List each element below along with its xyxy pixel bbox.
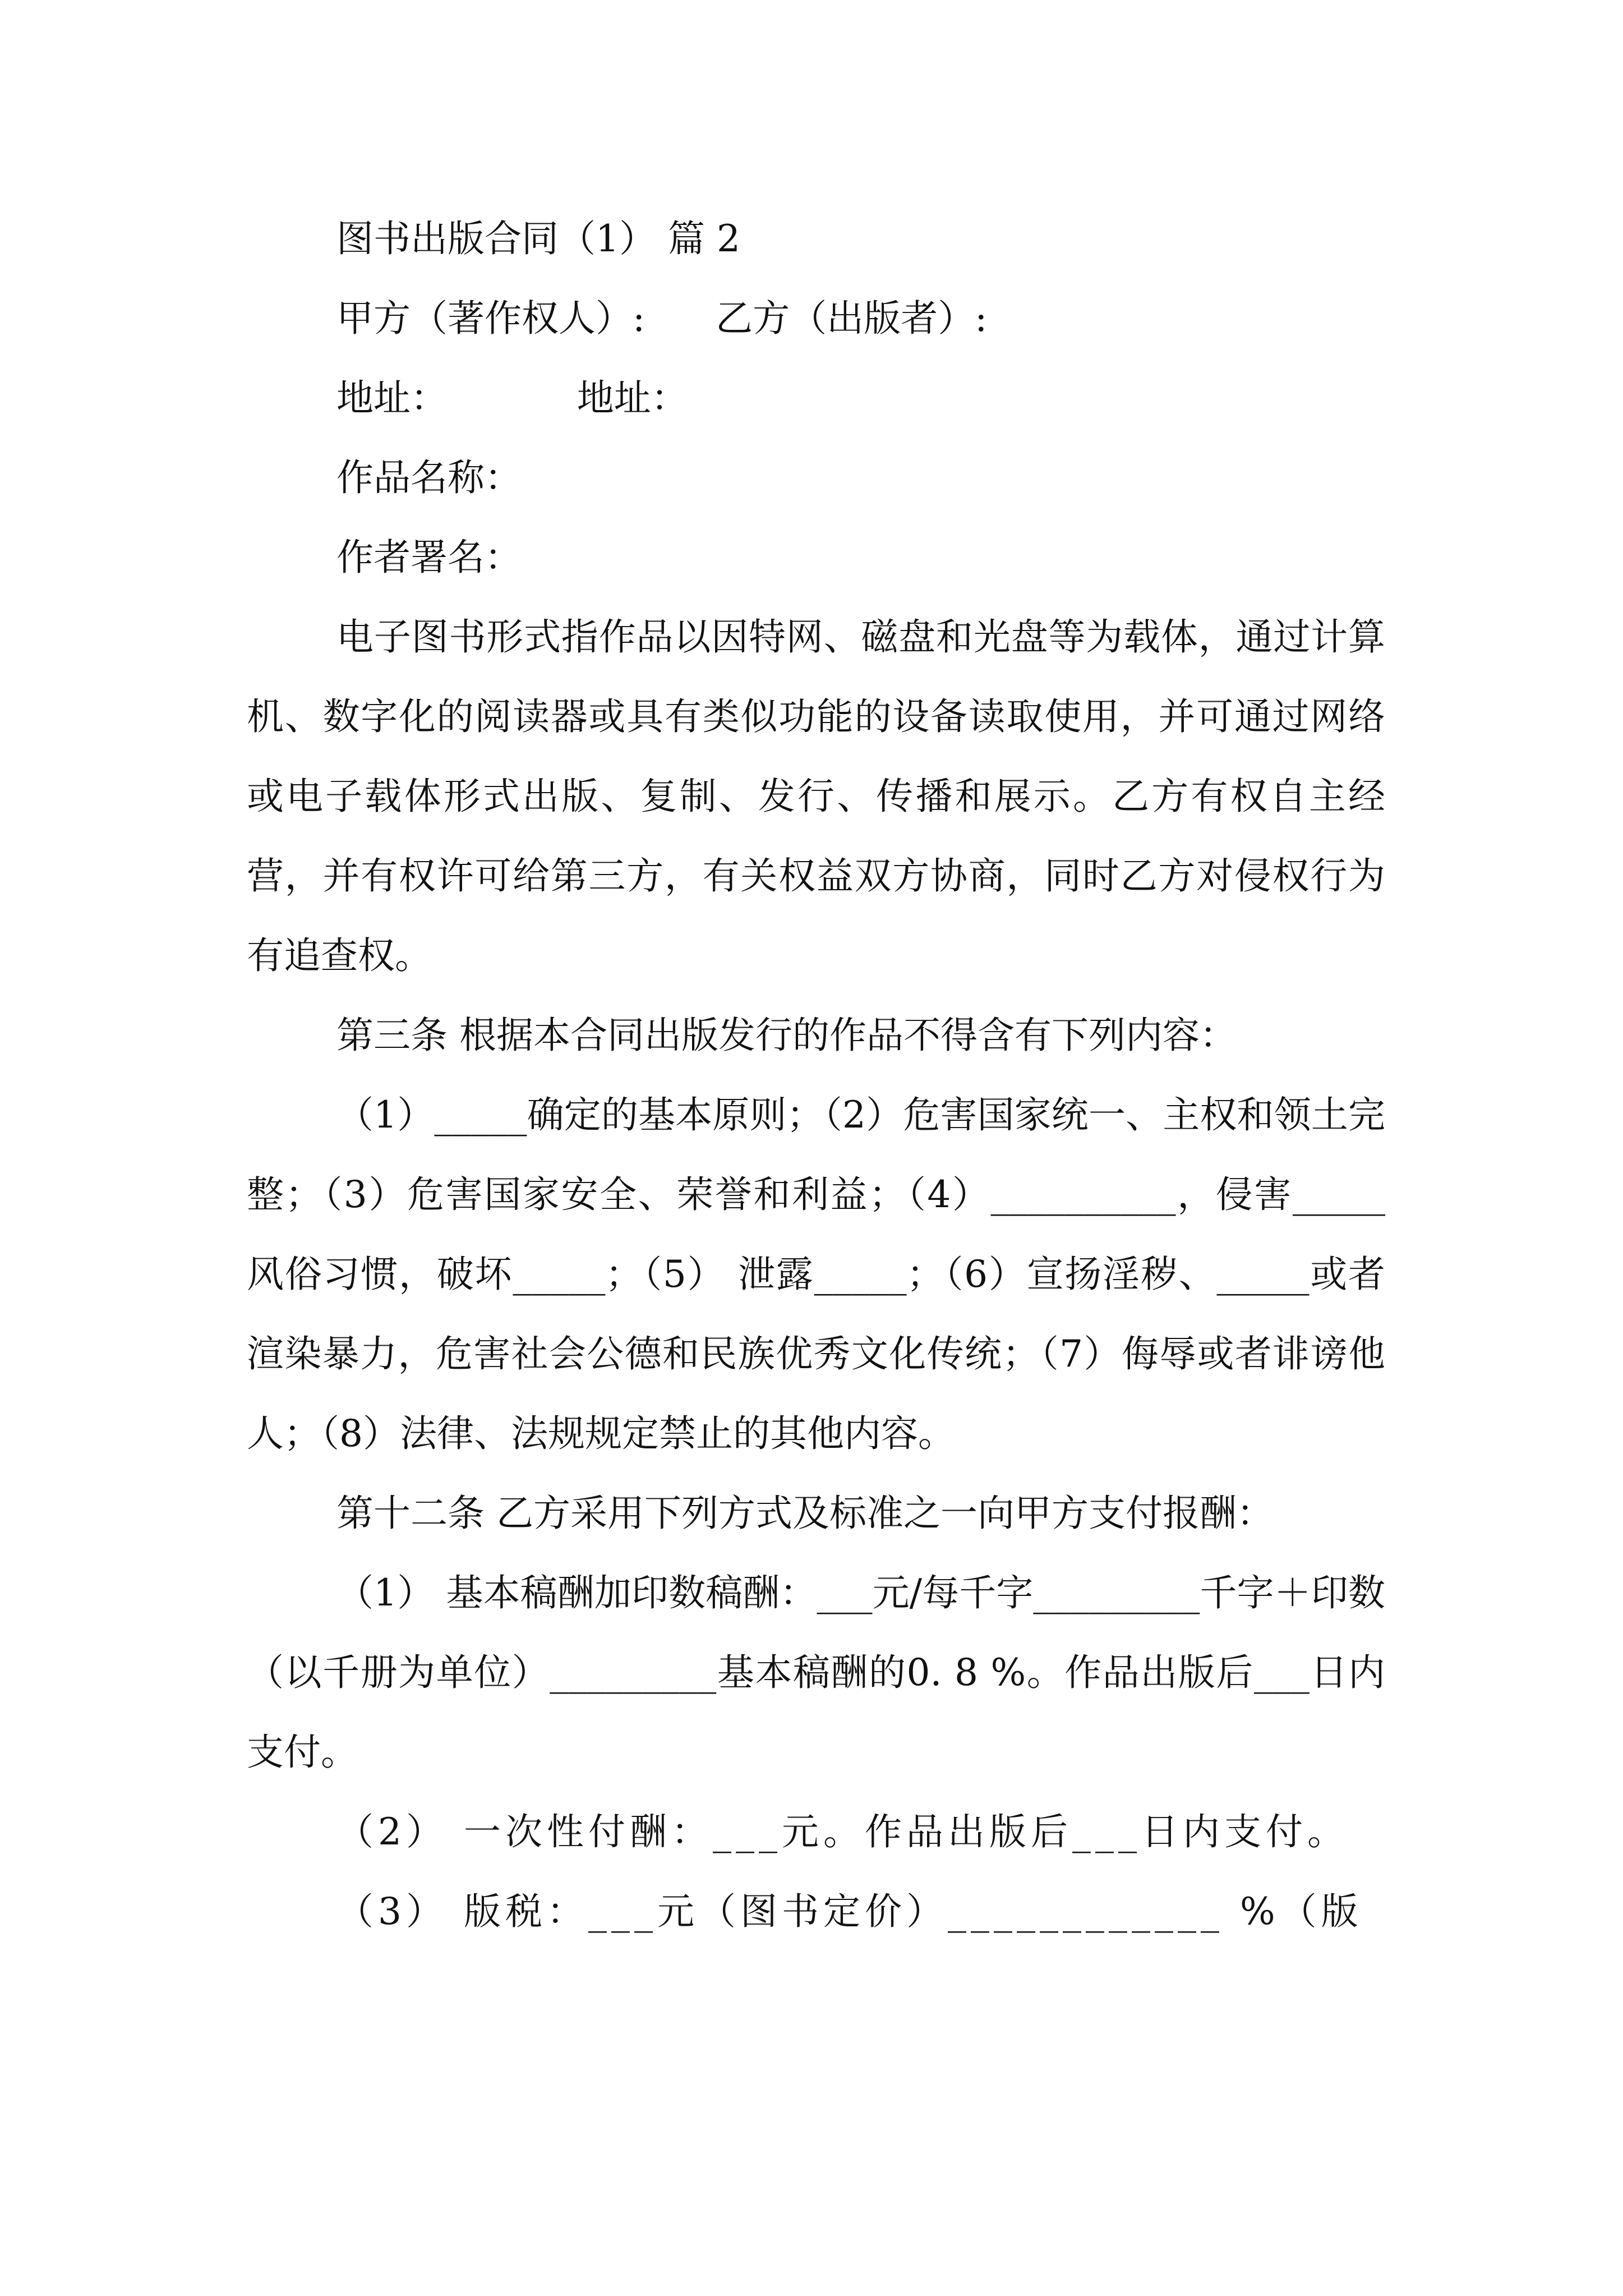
work-title-line: 作品名称： [336, 456, 522, 499]
document-body [247, 199, 1385, 1952]
payment-option-2: （2） 一次性付酬：___元。作品出版后___日内支付。 [336, 1810, 1349, 1853]
author-byline-line: 作者署名： [336, 536, 522, 579]
party-line: 甲方（著作权人）: 乙方（出版者）: [336, 297, 988, 340]
document-title: 图书出版合同（1） 篇 2 [336, 217, 740, 260]
ebook-paragraph: 电子图书形式指作品以因特网、磁盘和光盘等为载体，通过计算机、数字化的阅读器或具有类似功能的设备读取使用，并可通过网络或电子载体形式出版、复制、发行、传播和展示。乙方有权自主经营，并有权许可给第三方，有关权益双方协商，同时乙方对侵权行为有追查权。 [247, 615, 1385, 977]
article3-heading: 第三条 根据本合同出版发行的作品不得含有下列内容： [336, 1014, 1237, 1057]
article12-heading: 第十二条 乙方采用下列方式及标准之一向甲方支付报酬： [336, 1492, 1274, 1535]
payment-option-3: （3） 版税：___元（图书定价）____________ %（版 [336, 1890, 1363, 1933]
address-line: 地址： 地址： [336, 376, 688, 420]
article3-items: （1）_____确定的基本原则；（2）危害国家统一、主权和领土完整；（3）危害国家安全、荣誉和利益；（4）__________，侵害_____风俗习惯，破坏_____；（5） 泄露_____；（6）宣扬淫秽、_____或者渲染暴力，危害社会公德和民族优秀文化传统；（7）侮辱或者诽谤他人；（8）法律、法规规定禁止的其他内容。 [247, 1093, 1385, 1455]
payment-option-1: （1） 基本稿酬加印数稿酬：___元/每千字_________千字＋印数（以千册为单位）_________基本稿酬的0. 8 %。作品出版后___日内支付。 [247, 1571, 1385, 1774]
